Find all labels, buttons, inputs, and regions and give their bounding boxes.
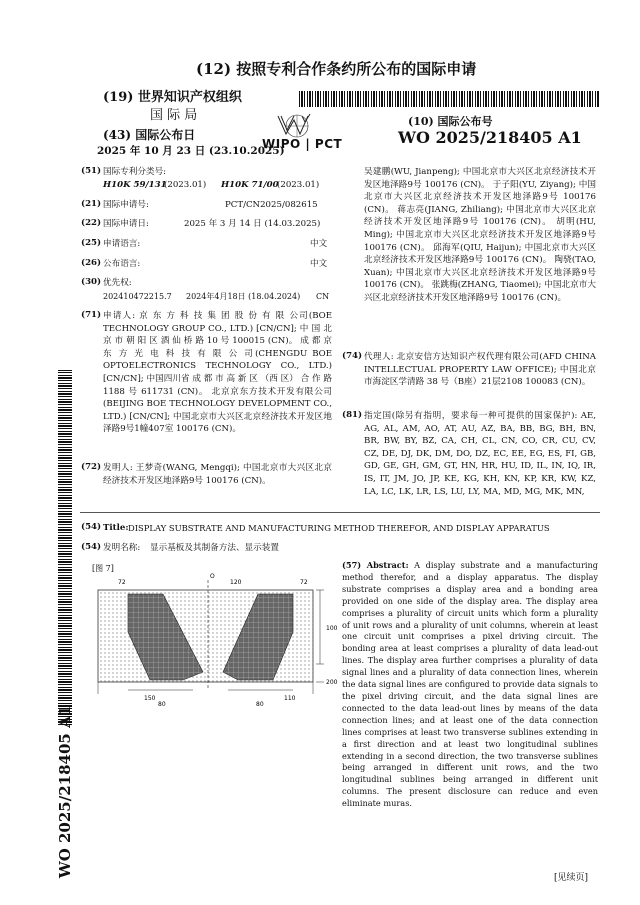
side-pub-number: WO 2025/218405 A1	[56, 705, 74, 879]
figure-label-80-right: 80	[256, 701, 264, 708]
barcode-side	[58, 370, 72, 725]
field-22-num: (22)	[81, 218, 102, 228]
figure-label-100: 100	[326, 625, 338, 632]
title-en-label: Title:	[103, 523, 129, 533]
publication-language: 中文	[310, 259, 328, 269]
figure-label-o: O	[210, 573, 215, 580]
field-74-num: (74)	[342, 351, 363, 361]
inventors-first: 发明人: 王梦奇(WANG, Mengqi); 中国北京市大兴区北京经济技术开发区地泽路9号 100176 (CN)。	[103, 463, 332, 486]
field-51-num: (51)	[81, 166, 102, 176]
figure-caption: [图 7]	[92, 564, 114, 573]
figure-label-200: 200	[326, 679, 338, 686]
field-81-num: (81)	[342, 410, 363, 420]
field-72-num: (72)	[81, 462, 102, 472]
figure-label-150: 150	[144, 695, 156, 702]
priority-date: 2024年4月18日 (18.04.2024)	[186, 292, 301, 301]
title-cn: 显示基板及其制备方法、显示装置	[150, 543, 279, 553]
org-bureau: 国 际 局	[150, 108, 198, 123]
pub-number: WO 2025/218405 A1	[398, 128, 582, 147]
field-30-num: (30)	[81, 277, 102, 287]
figure-label-80-left: 80	[158, 701, 166, 708]
barcode-top	[299, 91, 599, 107]
figure-label-72-right: 72	[300, 579, 308, 586]
figure-label-120: 120	[230, 579, 242, 586]
field-25-label: 申请语言:	[103, 239, 141, 249]
field-22-label: 国际申请日:	[103, 219, 149, 229]
filing-date: 2025 年 3 月 14 日 (14.03.2025)	[184, 219, 321, 229]
pub-date: 2025 年 10 月 23 日 (23.10.2025)	[97, 145, 285, 157]
field-54-num: (54)	[81, 522, 102, 532]
field-30-label: 优先权:	[103, 278, 132, 288]
field-71-num: (71)	[81, 310, 102, 320]
field-54-num-cn: (54)	[81, 542, 102, 552]
field-21-num: (21)	[81, 199, 102, 209]
divider-top	[80, 512, 600, 513]
figure-7-drawing	[88, 572, 338, 712]
ipc-class-2: H10K 71/00	[221, 180, 279, 190]
application-number: PCT/CN2025/082615	[225, 200, 318, 210]
figure-label-72-left: 72	[118, 579, 126, 586]
ipc-class-1: H10K 59/131	[103, 180, 167, 190]
designated-states: 指定国(除另有指明，要求每一种可提供的国家保护): AE, AG, AL, AM, AO, AT, AU, AZ, BA, BB, BG, BH, BN, BR, BW, BY, BZ, CA, CH, CL, CN, CO, CR, CU, CV, CZ, DE, DJ, DK, DM, DO, DZ, EC, EE, EG, ES, FI, GB, GD, GE, GH, GM, GT, HN, HR, HU, ID, IL, IN, IQ, IR, IS, IT, JM, JO, JP, KE, KG, KH, KN, KP, KR, KW, KZ, LA, LC, LK, LR, LS, LU, LY, MA, MD, MG, MK, MN,	[364, 411, 596, 497]
wipo-pct-wordmark: WIPO | PCT	[262, 137, 343, 151]
abstract	[342, 560, 598, 809]
abstract-label: Abstract:	[366, 560, 409, 570]
filing-language: 中文	[310, 239, 328, 249]
ipc-year-1: (2023.01)	[164, 180, 207, 190]
applicants: 申请人: 京 东 方 科 技 集 团 股 份 有 限 公司(BOE TECHNOLOGY GROUP CO., LTD.) [CN/CN]; 中 国 北 京 市 朝 阳 区 酒 仙 桥 路 10 号 100015 (CN)。 成 都 京 东 方 光 电 科 技 有 限 公 司(CHENGDU BOE OPTOELECTRONICS TECHNOLOGY CO., LTD.) [CN/CN]; 中国四川省 成 都 市 高 新 区 （西 区） 合 作 路 1188 号 611731 (CN)。 北京京东方技术开发有限公司(BEIJING BOE TECHNOLOGY DEVELOPMENT CO., LTD.) [CN/CN]; 中国北京市大兴区北京经济技术开发区地泽路9号1幢407室 100176 (CN)。	[103, 311, 332, 435]
field-25-num: (25)	[81, 238, 102, 248]
abstract-num: (57)	[342, 560, 362, 570]
inventors-continued: 吴建鹏(WU, Jianpeng); 中国北京市大兴区北京经济技术开发区地泽路9号 100176 (CN)。 于子阳(YU, Ziyang); 中国北京市大兴区北京经济技术开发区地泽路9号 100176 (CN)。 蒋志亮(JIANG, Zhiliang); 中国北京市大兴区北京经济技术开发区地泽路9号 100176 (CN)。 胡明(HU, Ming); 中国北京市大兴区北京经济技术开发区地泽路9号 100176 (CN)。 邱海军(QIU, Haijun); 中国北京市大兴区北京经济技术开发区地泽路9号 100176 (CN)。 陶骁(TAO, Xuan); 中国北京市大兴区北京经济技术开发区地泽路9号 100176 (CN)。 张跳梅(ZHANG, Tiaomei); 中国北京市大兴区北京经济技术开发区地泽路9号 100176 (CN)。	[364, 167, 596, 303]
priority-app-number: 202410472215.7	[103, 292, 172, 301]
priority-country: CN	[316, 292, 330, 301]
abstract-text: A display substrate and a manufacturing method therefor, and a display apparatus. The display substrate comprises a display area and a bonding area provided on one side of the display area. The display area comprises a plurality of circuit units which form a plurality of unit rows and a plurality of unit columns, wherein at least one circuit unit comprises a pixel driving circuit. The bonding area at least comprises a plurality of data lead-out lines. The display area further comprises a plurality of data signal lines and a plurality of data connection lines, wherein the data signal lines are configured to provide data signals to the pixel driving circuit, and the data signal lines are connected to the data lead-out lines by means of the data connection lines; and at least one of the data connection lines comprises at least two transverse sublines extending in a first direction and at least two longitudinal sublines extending in a second direction, the two transverse sublines being arranged in different unit rows, and the two longitudinal sublines being arranged in different unit columns. The present disclosure can reduce and even eliminate muras.	[342, 560, 598, 809]
field-26-num: (26)	[81, 258, 102, 268]
continued-note: [见续页]	[554, 873, 589, 883]
title-en: DISPLAY SUBSTRATE AND MANUFACTURING METHOD THEREFOR, AND DISPLAY APPARATUS	[128, 523, 550, 533]
title-cn-label: 发明名称:	[103, 543, 141, 553]
org-name: (19) 世界知识产权组织	[103, 90, 242, 105]
pub-date-label: (43) 国际公布日	[103, 128, 196, 142]
doc-title: (12) 按照专利合作条约所公布的国际申请	[196, 60, 477, 78]
field-51-label: 国际专利分类号:	[103, 167, 167, 177]
agent: 代理人: 北京安信方达知识产权代理有限公司(AFD CHINA INTELLECTUAL PROPERTY LAW OFFICE); 中国北京市海淀区学清路 38 号（B座）21层2108 100083 (CN)。	[364, 352, 596, 388]
pub-no-label: (10) 国际公布号	[408, 115, 493, 128]
ipc-year-2: (2023.01)	[277, 180, 320, 190]
figure-label-110: 110	[284, 695, 296, 702]
field-26-label: 公布语言:	[103, 259, 141, 269]
field-21-label: 国际申请号:	[103, 200, 149, 210]
